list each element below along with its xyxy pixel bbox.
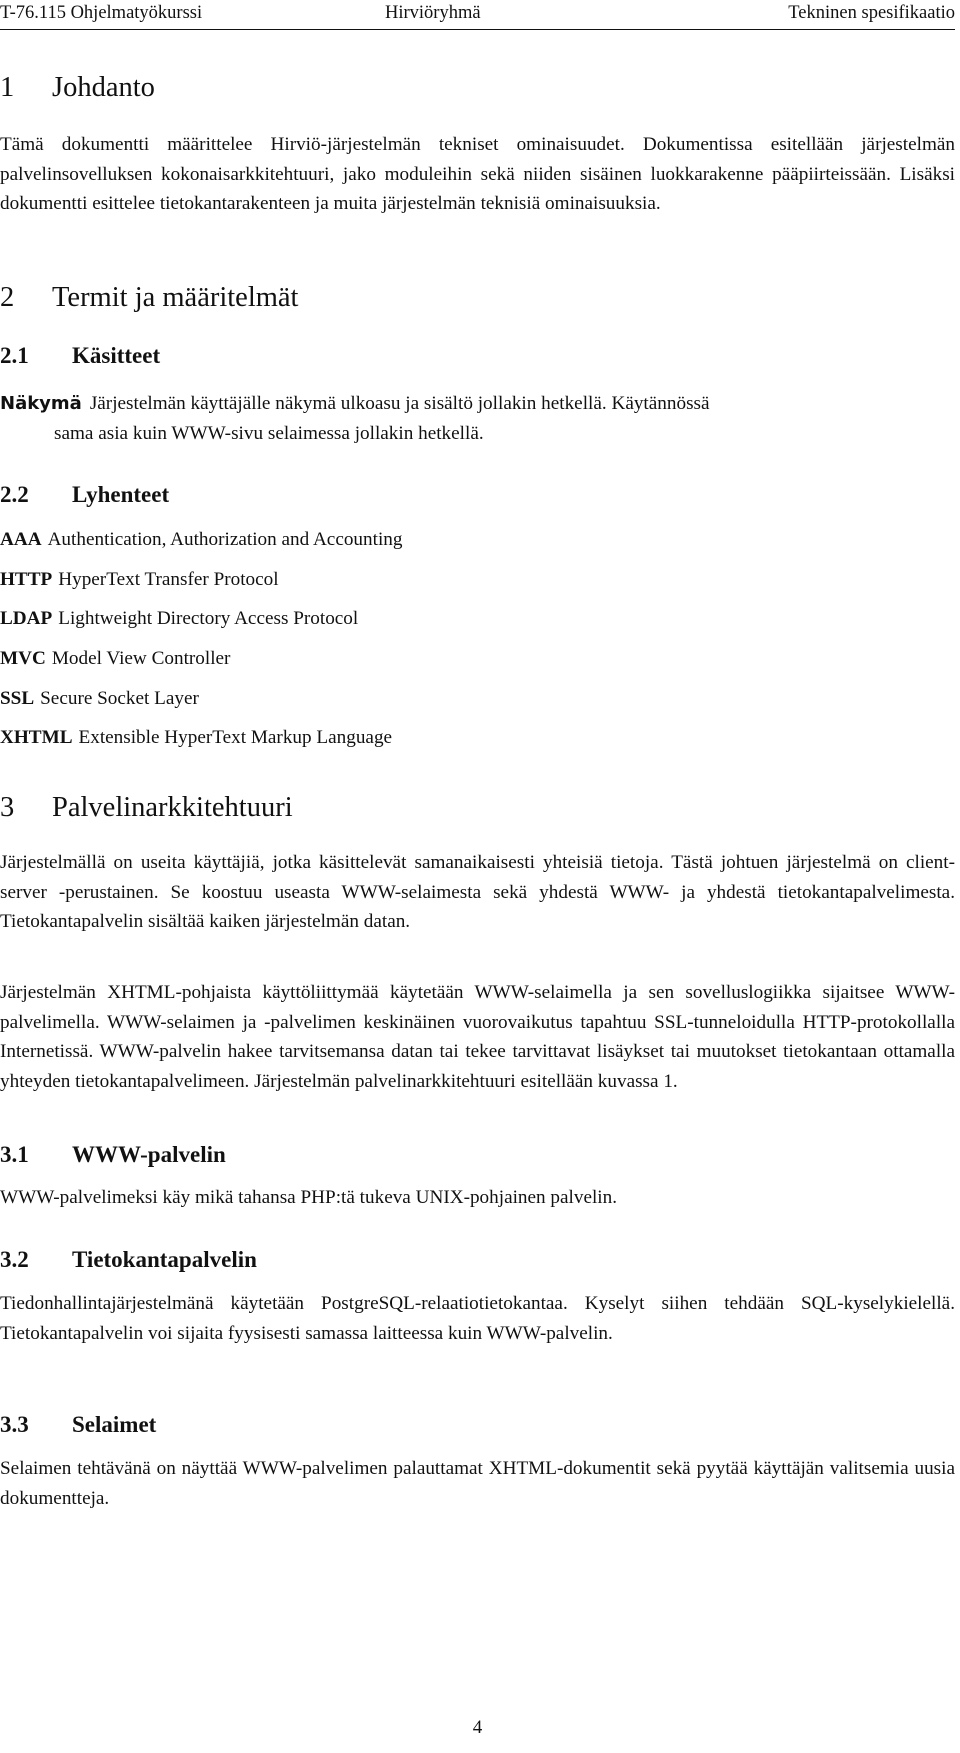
abbreviation: AAA (0, 529, 42, 550)
abbreviation-item (0, 684, 955, 714)
subsection-heading-tietokantapalvelin (0, 1245, 955, 1275)
intro-paragraph: Tämä dokumentti määrittelee Hirviö-järjestelmän tekniset ominaisuudet. Dokumentissa esitellään järjestelmän palvelinsovelluksen kokonaisarkkitehtuuri, jako moduleihin sekä niiden sisäinen luokkarakenne pääpiirteissään. Lisäksi dokumentti esittelee tietokantarakenteen ja muita järjestelmän teknisiä ominaisuuksia. (0, 134, 955, 214)
abbreviation-expansion: Extensible HyperText Markup Language (78, 727, 393, 748)
abbreviation-item (0, 565, 955, 595)
subsection-heading-kasitteet (0, 341, 955, 371)
subsection-title: Tietokantapalvelin (72, 1247, 257, 1272)
section-number: 1 (0, 72, 15, 103)
section-number: 2 (0, 282, 15, 313)
abbreviation-item (0, 604, 955, 634)
section-number: 3 (0, 792, 15, 823)
section-heading-palvelinarkkitehtuuri (0, 790, 955, 826)
header-doc-type: Tekninen spesifikaatio (788, 3, 955, 23)
subsection-title: Lyhenteet (72, 482, 170, 507)
section-title: Termit ja määritelmät (52, 282, 299, 313)
section-title: Palvelinarkkitehtuuri (52, 792, 293, 823)
architecture-paragraph-1: Järjestelmällä on useita käyttäjiä, jotka käsittelevät samanaikaisesti yhteisiä tietoja. Tästä johtuen järjestelmä on client-server -perustainen. Se koostuu useasta WWW-selaimesta sekä yhdestä WWW- ja yhdestä tietokantapalvelimesta. Tietokantapalvelin sisältää kaiken järjestelmän datan. (0, 852, 955, 932)
page-number: 4 (472, 1717, 483, 1738)
running-header (0, 0, 955, 26)
www-server-paragraph: WWW-palvelimeksi käy mikä tahansa PHP:tä tukeva UNIX-pohjainen palvelin. (0, 1187, 618, 1208)
abbreviation-item (0, 723, 955, 753)
subsection-title: WWW-palvelin (72, 1142, 226, 1167)
abbreviation-item (0, 644, 955, 674)
subsection-heading-selaimet (0, 1410, 955, 1440)
abbreviation: LDAP (0, 608, 53, 629)
abbreviation: MVC (0, 648, 46, 669)
abbreviation-expansion: Authentication, Authorization and Accounting (47, 529, 403, 550)
abbreviation-expansion: Model View Controller (51, 648, 231, 669)
subsection-title: Selaimet (72, 1412, 157, 1437)
architecture-paragraph-2: Järjestelmän XHTML-pohjaista käyttöliittymää käytetään WWW-selaimella ja sen sovelluslogiikka sijaitsee WWW-palvelimella. WWW-selaimen ja -palvelimen keskinäinen vuorovaikutus tapahtuu SSL-tunneloidulla HTTP-protokollalla Internetissä. WWW-palvelin hakee tarvitsemansa datan tai tekee tarvittavat lisäykset tai muutokset tietokantaan ottamalla yhteyden tietokantapalvelimeen. Järjestelmän palvelinarkkitehtuuri esitellään kuvassa 1. (0, 982, 955, 1092)
abbreviation-expansion: Lightweight Directory Access Protocol (58, 608, 359, 629)
section-heading-termit (0, 280, 955, 316)
definition-term: Näkymä (0, 393, 82, 414)
subsection-heading-lyhenteet (0, 480, 955, 510)
abbreviation-item (0, 525, 955, 555)
header-course: T-76.115 Ohjelmatyökurssi (0, 3, 203, 23)
abbreviation-expansion: Secure Socket Layer (40, 688, 199, 709)
header-rule (0, 29, 955, 30)
definition-text-line2: sama asia kuin WWW-sivu selaimessa jollakin hetkellä. (54, 422, 484, 444)
subsection-number: 3.1 (0, 1142, 29, 1167)
subsection-number: 2.2 (0, 482, 29, 507)
subsection-number: 3.2 (0, 1247, 29, 1272)
subsection-heading-www-palvelin (0, 1140, 955, 1170)
subsection-title: Käsitteet (72, 343, 161, 368)
header-group: Hirviöryhmä (385, 3, 481, 23)
section-title: Johdanto (52, 72, 155, 103)
database-server-paragraph: Tiedonhallintajärjestelmänä käytetään PostgreSQL-relaatiotietokantaa. Kyselyt siihen tehdään SQL-kyselykielellä. Tietokantapalvelin voi sijaita fyysisesti samassa laitteessa kuin WWW-palvelin. (0, 1293, 955, 1344)
subsection-number: 2.1 (0, 343, 29, 368)
abbreviation: XHTML (0, 727, 73, 748)
definition-item (0, 389, 955, 448)
abbreviation: SSL (0, 688, 35, 709)
abbreviation-expansion: HyperText Transfer Protocol (58, 569, 279, 590)
section-heading-johdanto (0, 70, 955, 106)
subsection-number: 3.3 (0, 1412, 29, 1437)
definition-text-line1: Järjestelmän käyttäjälle näkymä ulkoasu ja sisältö jollakin hetkellä. Käytännössä (89, 393, 710, 414)
abbreviation: HTTP (0, 569, 53, 590)
browsers-paragraph: Selaimen tehtävänä on näyttää WWW-palvelimen palauttamat XHTML-dokumentit sekä pyytää käyttäjän valitsemia uusia dokumentteja. (0, 1458, 955, 1509)
